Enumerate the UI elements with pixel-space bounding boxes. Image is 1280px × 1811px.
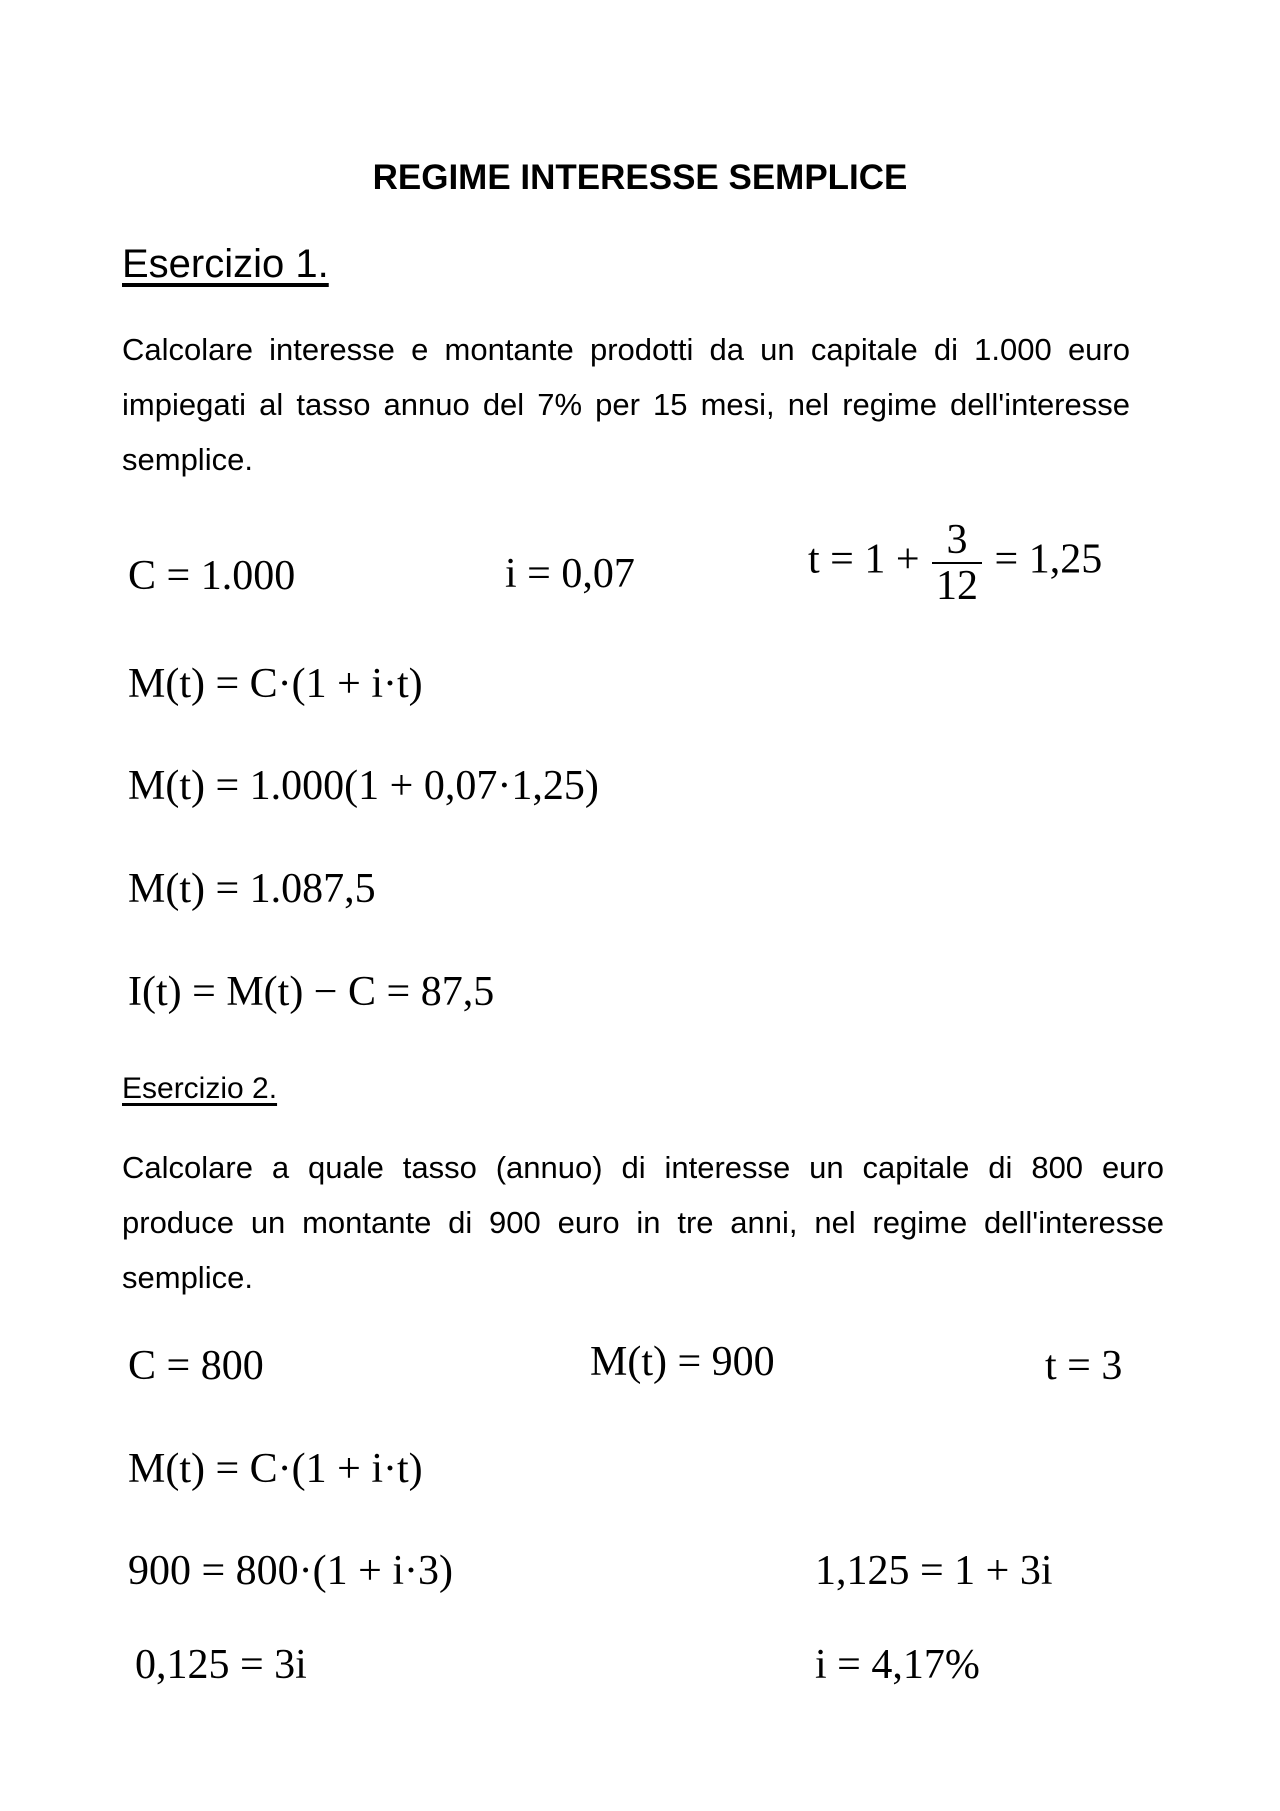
ex2-result: i = 4,17%	[815, 1642, 980, 1688]
ex2-capital: C = 800	[128, 1343, 264, 1389]
exercise-2-heading: Esercizio 2.	[122, 1072, 278, 1105]
page-title: REGIME INTERESSE SEMPLICE	[372, 158, 908, 197]
exercise-1-text: Calcolare interesse e montante prodotti da un capitale di 1.000 euro impiegati al tasso annuo del 7% per 15 mesi, nel regime dell'interesse semplice.	[122, 332, 1130, 477]
ex2-substitution: 900 = 800·(1 + i·3)	[128, 1548, 453, 1594]
ex2-formula: M(t) = C·(1 + i·t)	[128, 1446, 423, 1492]
ex2-time: t = 3	[1045, 1343, 1123, 1389]
ex1-time-prefix: t = 1 +	[808, 536, 920, 583]
exercise-2-text: Calcolare a quale tasso (annuo) di interesse un capitale di 800 euro produce un montante di 900 euro in tre anni, nel regime dell'interesse semplice.	[122, 1150, 1164, 1295]
ex1-interesse: I(t) = M(t) − C = 87,5	[128, 969, 495, 1015]
ex1-substitution: M(t) = 1.000(1 + 0,07·1,25)	[128, 763, 599, 809]
ex1-rate: i = 0,07	[505, 551, 635, 597]
ex1-capital: C = 1.000	[128, 553, 296, 599]
ex1-montante: M(t) = 1.087,5	[128, 866, 376, 912]
exercise-1-heading: Esercizio 1.	[122, 242, 329, 286]
ex1-time	[808, 518, 1102, 608]
ex1-time-suffix: = 1,25	[994, 536, 1103, 583]
ex1-formula: M(t) = C·(1 + i·t)	[128, 661, 423, 707]
ex1-time-fraction	[932, 518, 982, 608]
ex1-time-numerator: 3	[946, 517, 968, 563]
ex2-montante: M(t) = 900	[590, 1339, 775, 1385]
ex2-step-right: 1,125 = 1 + 3i	[815, 1548, 1053, 1594]
ex1-time-denominator: 12	[932, 562, 982, 608]
ex2-step-left: 0,125 = 3i	[135, 1642, 307, 1688]
